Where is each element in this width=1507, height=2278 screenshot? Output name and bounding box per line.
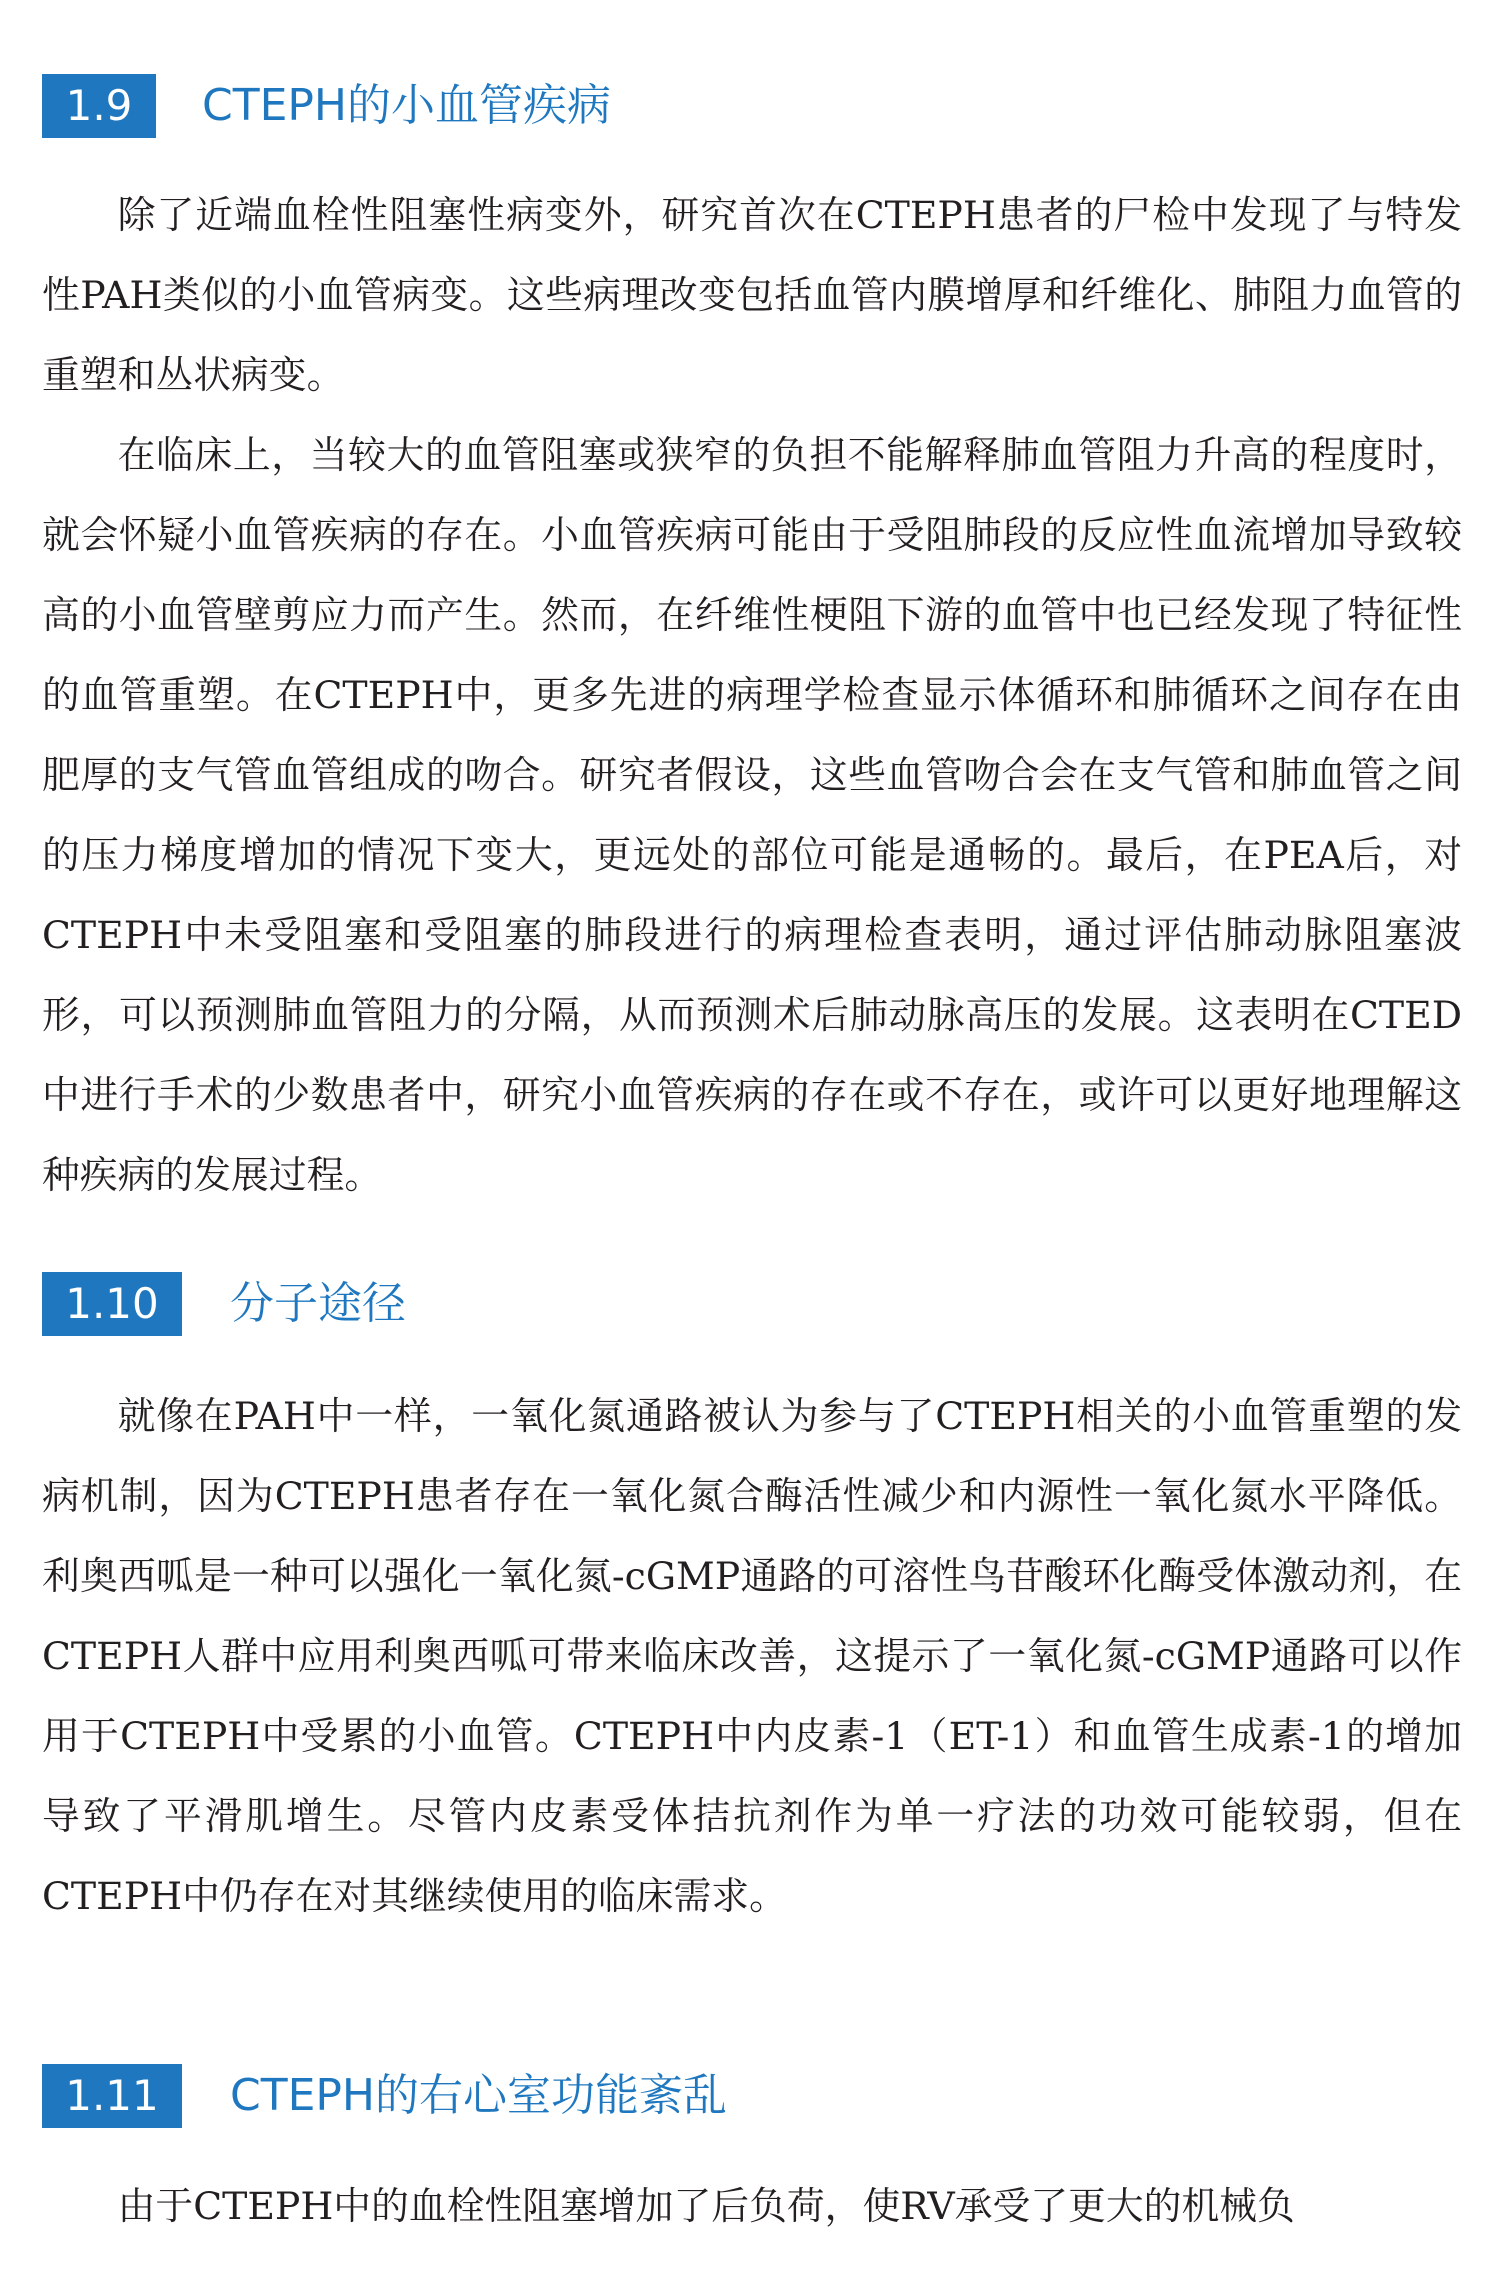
- section-header: [42, 74, 1462, 138]
- section-title: CTEPH的右心室功能紊乱: [230, 2070, 728, 2121]
- section-1-9: [42, 74, 1462, 1215]
- section-body: [42, 1376, 1462, 1936]
- section-1-11: [42, 2064, 1462, 2246]
- paragraph: 由于CTEPH中的血栓性阻塞增加了后负荷，使RV承受了更大的机械负: [117, 2184, 1295, 2228]
- section-1-10: [42, 1272, 1462, 1936]
- section-number-badge: 1.9: [42, 74, 156, 138]
- section-body: [42, 2166, 1462, 2246]
- section-body: [42, 175, 1462, 1215]
- section-header: [42, 2064, 1462, 2128]
- section-title: CTEPH的小血管疾病: [202, 80, 612, 131]
- paragraph: 就像在PAH中一样，一氧化氮通路被认为参与了CTEPH相关的小血管重塑的发病机制，因为CTEPH患者存在一氧化氮合酶活性减少和内源性一氧化氮水平降低。利奥西呱是一种可以强化一氧化氮-cGMP通路的可溶性鸟苷酸环化酶受体激动剂，在CTEPH人群中应用利奥西呱可带来临床改善，这提示了一氧化氮-cGMP通路可以作用于CTEPH中受累的小血管。CTEPH中内皮素-1（ET-1）和血管生成素-1的增加导致了平滑肌增生。尽管内皮素受体拮抗剂作为单一疗法的功效可能较弱，但在CTEPH中仍存在对其继续使用的临床需求。: [42, 1394, 1462, 1918]
- paragraph: 在临床上，当较大的血管阻塞或狭窄的负担不能解释肺血管阻力升高的程度时，就会怀疑小血管疾病的存在。小血管疾病可能由于受阻肺段的反应性血流增加导致较高的小血管壁剪应力而产生。然而，在纤维性梗阻下游的血管中也已经发现了特征性的血管重塑。在CTEPH中，更多先进的病理学检查显示体循环和肺循环之间存在由肥厚的支气管血管组成的吻合。研究者假设，这些血管吻合会在支气管和肺血管之间的压力梯度增加的情况下变大，更远处的部位可能是通畅的。最后，在PEA后，对CTEPH中未受阻塞和受阻塞的肺段进行的病理检查表明，通过评估肺动脉阻塞波形，可以预测肺血管阻力的分隔，从而预测术后肺动脉高压的发展。这表明在CTED中进行手术的少数患者中，研究小血管疾病的存在或不存在，或许可以更好地理解这种疾病的发展过程。: [42, 433, 1462, 1197]
- section-title: 分子途径: [230, 1278, 406, 1329]
- section-number-badge: 1.10: [42, 1272, 182, 1336]
- section-number-badge: 1.11: [42, 2064, 182, 2128]
- section-header: [42, 1272, 1462, 1336]
- paragraph: 除了近端血栓性阻塞性病变外，研究首次在CTEPH患者的尸检中发现了与特发性PAH类似的小血管病变。这些病理改变包括血管内膜增厚和纤维化、肺阻力血管的重塑和丛状病变。: [42, 193, 1462, 397]
